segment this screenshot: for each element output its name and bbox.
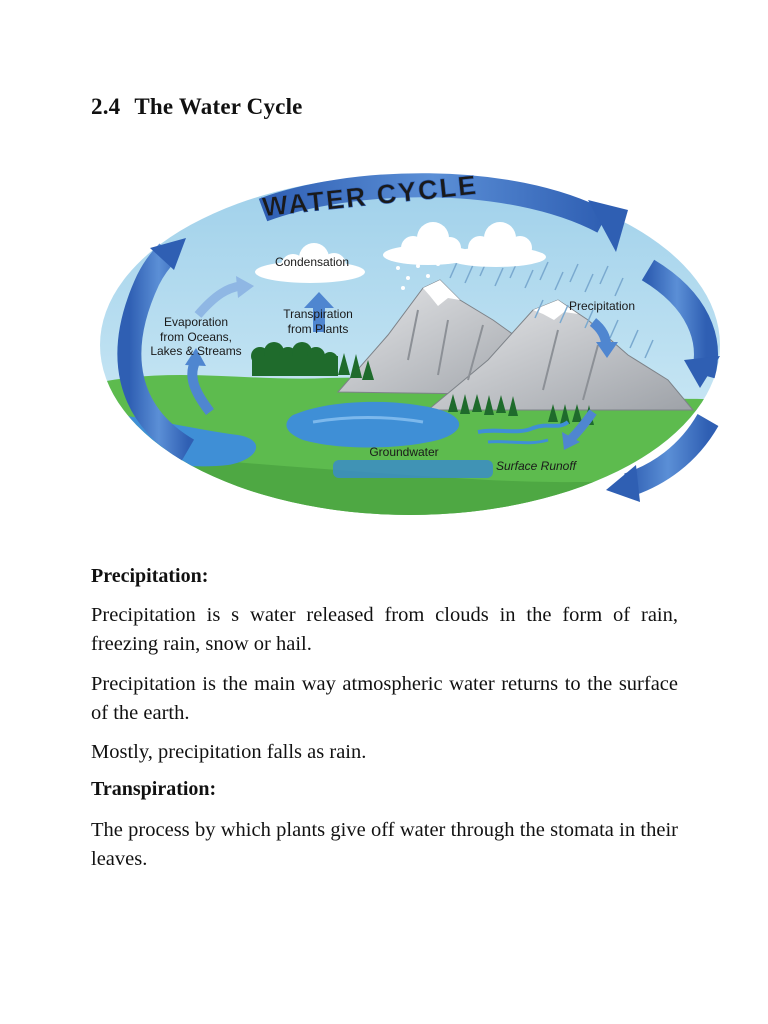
precipitation-heading: Precipitation:	[91, 565, 209, 587]
transpiration-heading: Transpiration:	[91, 778, 217, 800]
section-number: 2.4	[91, 94, 121, 119]
banner-title: WATER CYCLE	[260, 169, 480, 223]
label-evaporation-2: from Oceans,	[159, 330, 233, 344]
groundwater-zone	[333, 460, 493, 478]
label-condensation: Condensation	[274, 255, 350, 269]
label-transpiration-1: Transpiration	[283, 307, 353, 321]
section-heading	[91, 94, 303, 120]
label-evaporation-3: Lakes & Streams	[150, 344, 242, 358]
lake	[286, 402, 459, 448]
label-evaporation-1: Evaporation	[163, 315, 229, 329]
water-cycle-diagram	[88, 160, 733, 520]
label-surface-runoff: Surface Runoff	[495, 459, 577, 473]
transpiration-paragraph-1: The process by which plants give off water through the stomata in their leaves.	[91, 819, 678, 870]
label-precipitation: Precipitation	[568, 299, 636, 313]
section-title: The Water Cycle	[134, 94, 303, 119]
label-transpiration-2: from Plants	[287, 322, 349, 336]
precipitation-paragraph-3: Mostly, precipitation falls as rain.	[91, 741, 367, 763]
label-groundwater: Groundwater	[369, 445, 439, 459]
precipitation-paragraph-1: Precipitation is s water released from clouds in the form of rain, freezing rain, snow or hail.	[91, 604, 678, 655]
precipitation-paragraph-2: Precipitation is the main way atmospheric water returns to the surface of the earth.	[91, 673, 678, 724]
